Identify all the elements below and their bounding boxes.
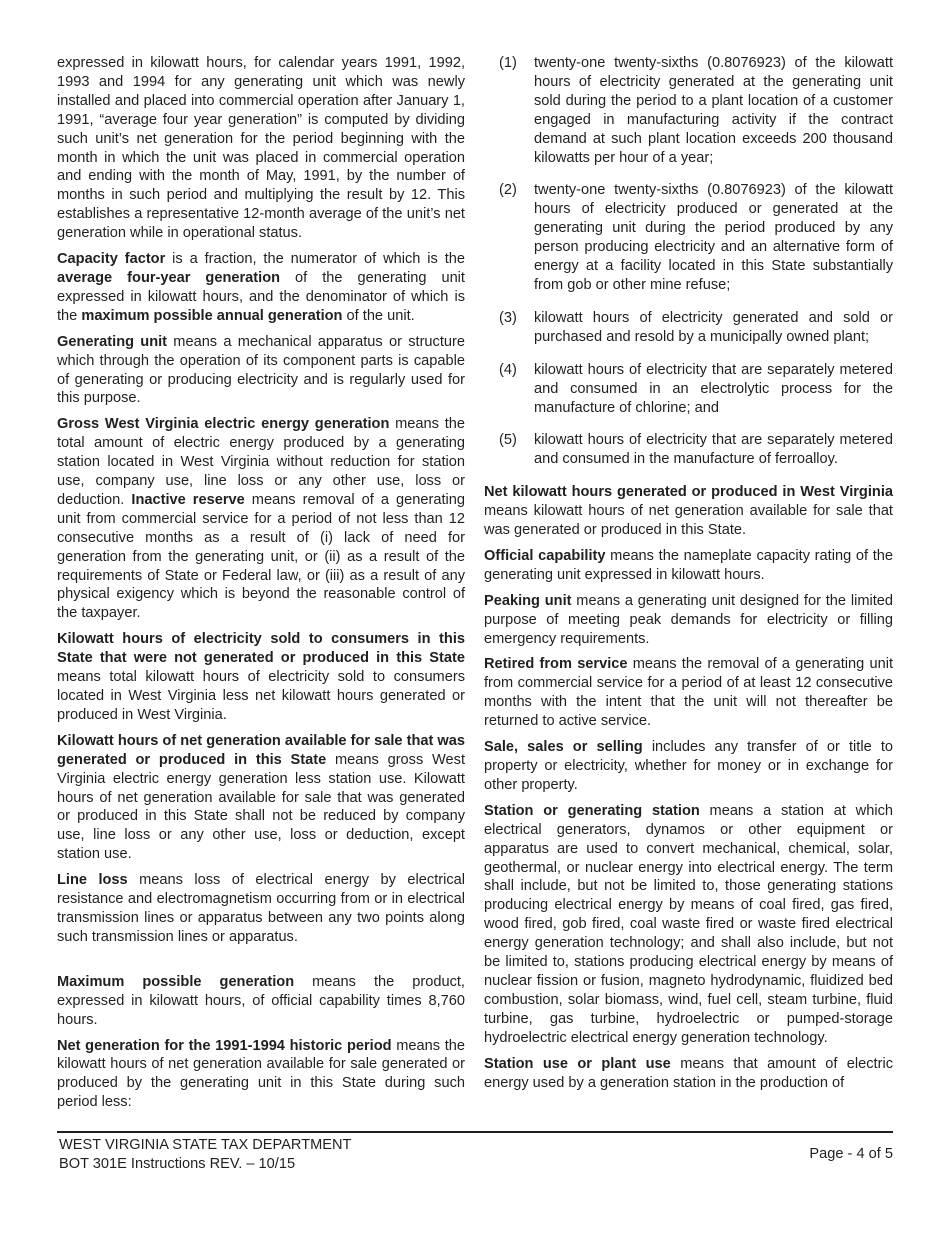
form-revision: BOT 301E Instructions REV. – 10/15	[59, 1156, 296, 1172]
footer-divider	[57, 1131, 893, 1133]
department-name: WEST VIRGINIA STATE TAX DEPARTMENT	[59, 1137, 352, 1153]
term: Station use or plant use	[484, 1055, 671, 1072]
definition-generating-station: Station or generating station means a station at which electrical generators, dynamos or other equipment or apparatus are used to convert mechanical, chemical, solar, geothermal, or nuclear energy into electrical energy. The term shall include, but not be limited to, those generating stations producing electrical energy by means of coal fired, gas fired, wood fired, gob fired, coal waste fired or waste fired electrical energy generation technology; and shall also include, but not be limited to, stations producing electrical energy by means of nuclear fission or fusion, magneto hydrodynamic, fluidized bed combustion, solar biomass, wind, fuel cell, steam turbine, fluid turbine, gas turbine, hydroelectric or pumped-storage hydroelectric electrical energy generation technology.	[484, 802, 893, 1046]
term: Net kilowatt hours generated or produced in West Virginia	[484, 484, 893, 501]
left-column	[57, 54, 465, 1119]
term: Generating unit	[57, 333, 168, 350]
definition-gross-generation: Gross West Virginia electric energy generation means the total amount of electric energy produced by a generating station located in West Virginia without reduction for station use, company use, line loss or any other use, loss or deduction. Inactive reserve means removal of a generating unit from commercial service for a period of not less than 12 consecutive months as a result of (i) lack of need for generation from the generating unit, or (ii) as a result of the requirements of State or Federal law, or (iii) as a result of any physical exigency which is beyond the reasonable control of the taxpayer.	[57, 416, 465, 622]
term: Inactive reserve	[131, 491, 245, 508]
list-item: (2) twenty-one twenty-sixths (0.8076923) of the kilowatt hours of electricity produced or generated at the generating unit during the period produced by any person producing electricity and an alternative form of energy at a facility located in this State substantially from gob or other mine refuse;	[499, 182, 893, 293]
definition-retired-from-service: Retired from service means the removal of a generating unit from commercial service for a period of at least 12 consecutive months with the intent that the unit will not thereafter be returned to active service.	[484, 656, 893, 730]
term: Peaking unit	[484, 592, 572, 609]
right-column	[484, 54, 893, 1099]
spacer	[57, 954, 465, 973]
term: Sale, sales or selling	[484, 739, 643, 756]
term: Official capability	[484, 547, 606, 564]
term: Retired from service	[484, 656, 628, 673]
term: Gross West Virginia electric energy generation	[57, 416, 390, 433]
term: Maximum possible generation	[57, 973, 295, 990]
term: Net generation for the 1991-1994 historic period	[57, 1037, 392, 1054]
definition-kwh-sold: Kilowatt hours of electricity sold to consumers in this State that were not generated or produced in this State means total kilowatt hours of electricity sold to consumers located in West Virginia less net kilowatt hours generated or produced in West Virginia.	[57, 631, 465, 723]
term: Kilowatt hours of net generation available for sale that was generated or produced in this State	[57, 732, 465, 768]
list-item: (1) twenty-one twenty-sixths (0.8076923) of the kilowatt hours of electricity generated at the generating unit sold during the period to a plant location of a customer engaged in manufacturing activity if the contract demand at such plant location exceeds 200 thousand kilowatts per hour of a year;	[499, 55, 893, 166]
definition-line-loss: Line loss means loss of electrical energy by electrical resistance and electromagnetism occurring from or in electrical transmission lines or apparatus between any two points along such transmission lines or apparatus.	[57, 872, 465, 945]
term: Station or generating station	[484, 802, 700, 819]
page-number: Page - 4 of 5	[809, 1146, 893, 1162]
definition-station-use: Station use or plant use means that amount of electric energy used by a generation station in the production of	[484, 1055, 893, 1091]
definition-generating-unit: Generating unit means a mechanical apparatus or structure which through the operation of its component parts is capable of generating or producing electricity and is regularly used for this purpose.	[57, 333, 465, 407]
definition-sale: Sale, sales or selling includes any transfer of or title to property or electricity, whether for money or in exchange for other property.	[484, 739, 893, 793]
definition-net-kwh-generated: Net kilowatt hours generated or produced in West Virginia means kilowatt hours of net generation available for sale that was generated or produced in this State.	[484, 484, 893, 539]
definition-max-possible-generation: Maximum possible generation means the product, expressed in kilowatt hours, of official capability times 8,760 hours.	[57, 973, 465, 1028]
definition-peaking-unit: Peaking unit means a generating unit designed for the limited purpose of meeting peak demands for electricity or filling emergency requirements.	[484, 592, 894, 647]
list-item: (4) kilowatt hours of electricity that are separately metered and consumed in an electrolytic process for the manufacture of chlorine; and	[499, 361, 893, 416]
definition-official-capability: Official capability means the nameplate capacity rating of the generating unit expressed in kilowatt hours.	[484, 547, 894, 583]
list-item: (3) kilowatt hours of electricity generated and sold or purchased and resold by a municipally owned plant;	[499, 309, 893, 345]
definition-kwh-net-generation: Kilowatt hours of net generation available for sale that was generated or produced in this State means gross West Virginia electric energy generation less station use. Kilowatt hours of net generation available for sale that was generated or produced in this State shall not be reduced by company use, line loss or any other use, loss or deduction, except station use.	[57, 732, 466, 863]
definition-net-generation-historic: Net generation for the 1991-1994 historic period means the kilowatt hours of net generation available for sale generated or produced by the generating unit in this State during such period less:	[57, 1037, 465, 1111]
term: Line loss	[57, 872, 128, 889]
term: Kilowatt hours of electricity sold to consumers in this State that were not generated or produced in this State	[57, 631, 465, 667]
definition-capacity-factor: Capacity factor is a fraction, the numerator of which is the average four-year generation of the generating unit expressed in kilowatt hours, and the denominator of which is the maximum possible annual generation of the unit.	[57, 251, 466, 324]
list-item: (5) kilowatt hours of electricity that are separately metered and consumed in the manufacture of ferroalloy.	[499, 432, 893, 468]
term: Capacity factor	[57, 251, 166, 268]
continued-paragraph: expressed in kilowatt hours, for calendar years 1991, 1992, 1993 and 1994 for any generating unit which was newly installed and placed into commercial operation after January 1, 1991, “average four year generation” is computed by dividing such unit’s net generation for the period beginning with the month in which the unit was placed in commercial operation and ending with the month of May, 1991, by the number of months in such period and multiplying the result by 12. This establishes a representative 12-month average of the unit’s net generation while in operational status.	[57, 55, 465, 242]
footer-identification	[59, 1136, 351, 1174]
deduction-list	[484, 54, 893, 469]
